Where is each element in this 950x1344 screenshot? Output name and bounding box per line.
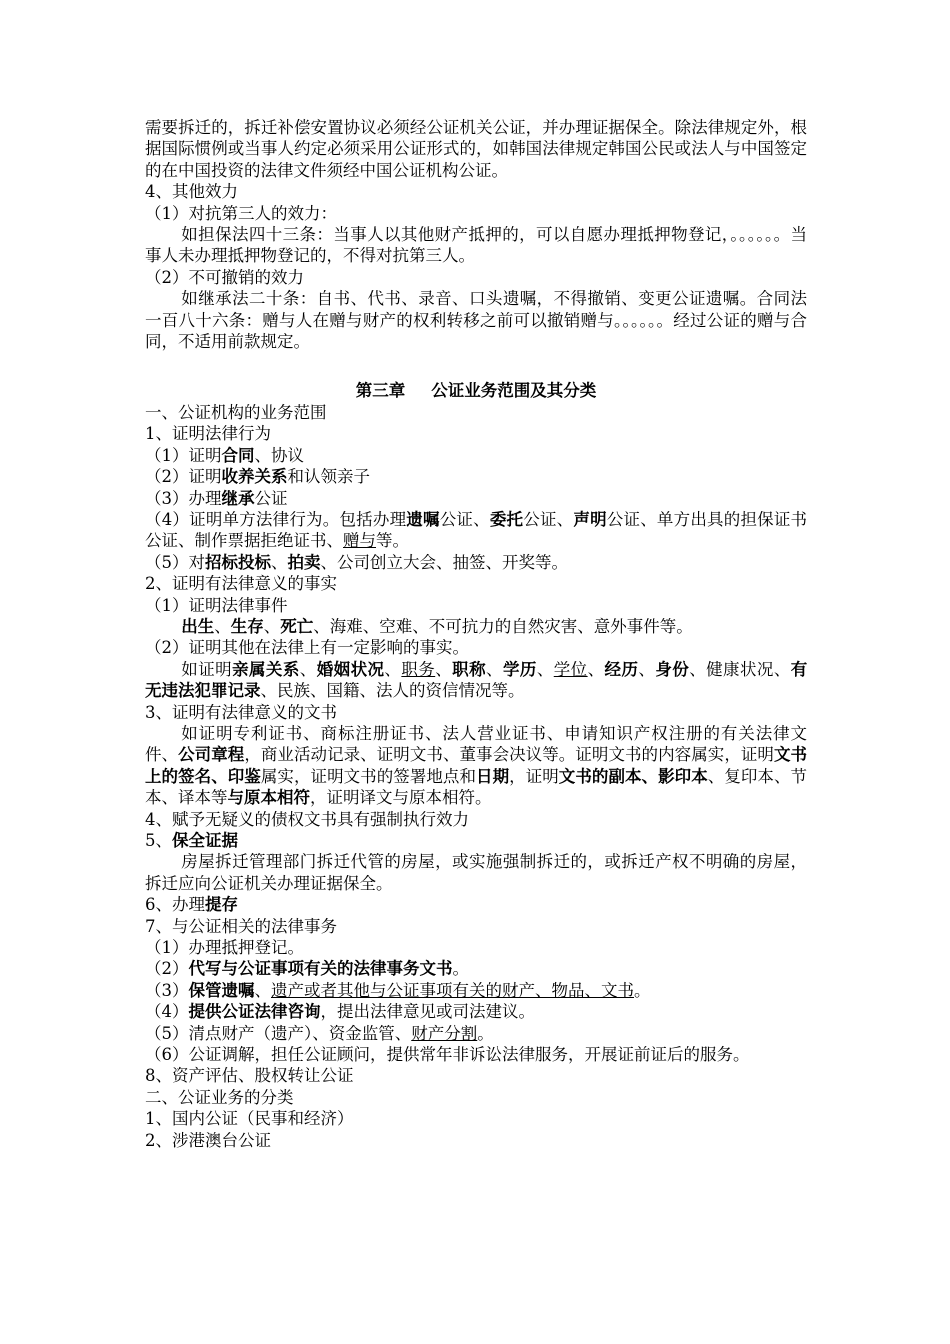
subsection-heading: 2、证明有法律意义的事实 (145, 574, 337, 594)
paragraph: 如继承法二十条：自书、代书、录音、口头遗嘱，不得撤销、变更公证遗嘱。合同法一百八十六条：赠与人在赠与财产的权利转移之前可以撤销赠与。。。。。。经过公证的赠与合同，不适用前款规定。 (145, 289, 807, 352)
list-item: （2）代写与公证事项有关的法律事务文书。 (145, 959, 469, 979)
heading-other-effects: 4、其他效力 (145, 182, 238, 202)
subsection-heading: 3、证明有法律意义的文书 (145, 702, 337, 722)
section-heading: 二、公证业务的分类 (145, 1087, 294, 1107)
list-item: （1）办理抵押登记。 (145, 938, 304, 958)
paragraph: 出生、生存、死亡、海难、空难、不可抗力的自然灾害、意外事件等。 (181, 616, 693, 636)
list-item: （5）清点财产（遗产）、资金监管、财产分割。 (145, 1023, 494, 1043)
subsection-heading: 7、与公证相关的法律事务 (145, 916, 337, 936)
subsection-heading: 6、办理提存 (145, 895, 238, 915)
section-heading: 一、公证机构的业务范围 (145, 402, 327, 422)
subheading: （1）对抗第三人的效力： (145, 203, 337, 223)
subsection-heading: 5、保全证据 (145, 831, 238, 850)
paragraph: 房屋拆迁管理部门拆迁代管的房屋，或实施强制拆迁的，或拆迁产权不明确的房屋，拆迁应向公证机关办理证据保全。 (145, 852, 807, 893)
list-item: （1）证明法律事件 (145, 595, 288, 615)
subsection-heading: 4、赋予无疑义的债权文书具有强制执行效力 (145, 809, 469, 829)
list-item: （6）公证调解，担任公证顾问，提供常年非诉讼法律服务，开展证前证后的服务。 (145, 1045, 750, 1065)
document-page (145, 117, 807, 1151)
chapter-name: 公证业务范围及其分类 (431, 381, 597, 401)
chapter-number: 第三章 (355, 381, 406, 401)
list-item: （4）证明单方法律行为。包括办理遗嘱公证、委托公证、声明公证、单方出具的担保证书公证、制作票据拒绝证书、赠与等。 (145, 509, 808, 551)
paragraph: 需要拆迁的，拆迁补偿安置协议必须经公证机关公证，并办理证据保全。除法律规定外，根据国际惯例或当事人约定必须采用公证形式的，如韩国法律规定韩国公民或法人与中国签定的在中国投资的法律文件须经中国公证机构公证。 (145, 118, 807, 180)
subsection-heading: 2、涉港澳台公证 (145, 1130, 271, 1150)
list-item: （4）提供公证法律咨询，提出法律意见或司法建议。 (145, 1002, 535, 1022)
subsection-heading: 1、证明法律行为 (145, 424, 271, 444)
subsection-heading: 8、资产评估、股权转让公证 (145, 1066, 354, 1086)
spacer (145, 352, 807, 380)
subheading: （2）不可撤销的效力 (145, 267, 304, 287)
list-item: （3）保管遗嘱、遗产或者其他与公证事项有关的财产、物品、文书。 (145, 980, 651, 1000)
paragraph: 如证明专利证书、商标注册证书、法人营业证书、申请知识产权注册的有关法律文件、公司章程，商业活动记录、证明文书、董事会决议等。证明文书的内容属实，证明文书上的签名、印鉴属实，证明文书的签署地点和日期，证明文书的副本、影印本、复印本、节本、译本等与原本相符，证明译文与原本相符。 (145, 723, 808, 808)
subsection-heading: 1、国内公证（民事和经济） (145, 1109, 354, 1129)
paragraph: 如证明亲属关系、婚姻状况、职务、职称、学历、学位、经历、身份、健康状况、有无违法犯罪记录、民族、国籍、法人的资信情况等。 (145, 659, 808, 701)
chapter-title (145, 380, 807, 401)
paragraph: 如担保法四十三条：当事人以其他财产抵押的，可以自愿办理抵押物登记，。。。。。。当事人未办理抵押物登记的，不得对抗第三人。 (145, 225, 807, 266)
list-item: （3）办理继承公证 (145, 488, 288, 508)
list-item: （2）证明其他在法律上有一定影响的事实。 (145, 638, 469, 658)
list-item: （5）对招标投标、拍卖、公司创立大会、抽签、开奖等。 (145, 552, 568, 572)
list-item: （1）证明合同、协议 (145, 445, 304, 465)
list-item: （2）证明收养关系和认领亲子 (145, 467, 370, 487)
